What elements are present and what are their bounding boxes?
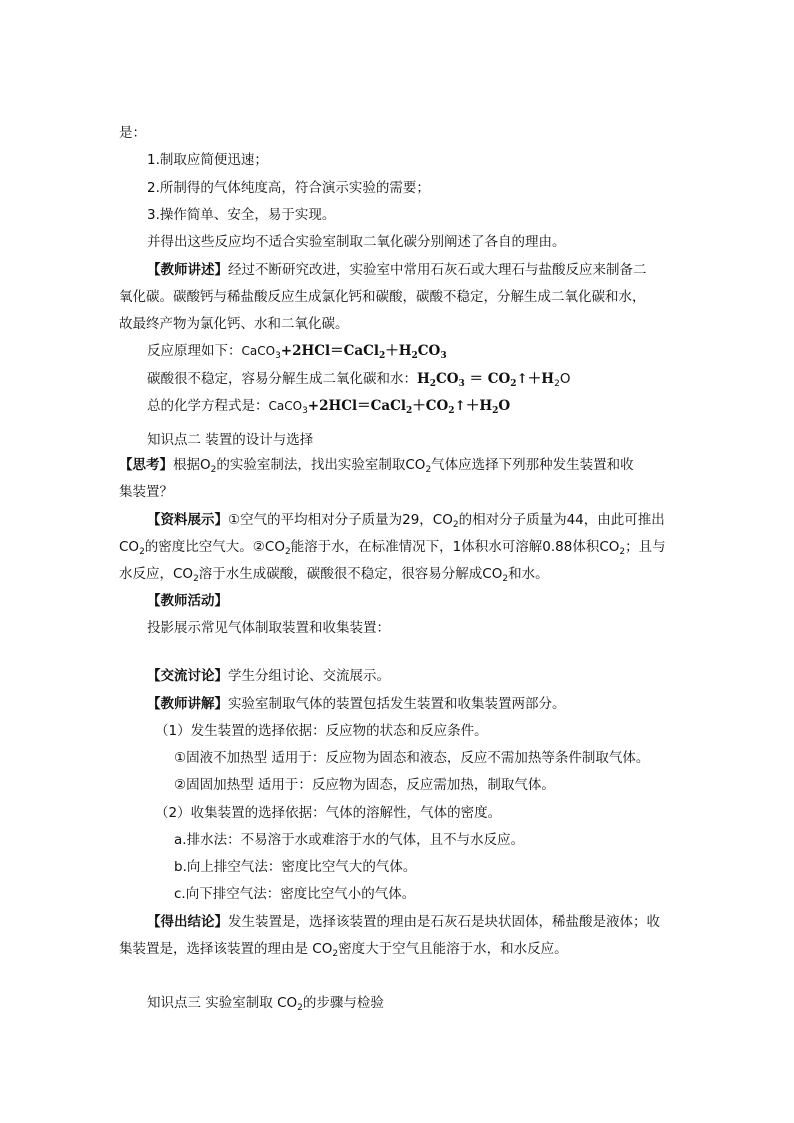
generator-basis: （1）发生装置的选择依据：反应物的状态和反应条件。 — [155, 723, 488, 739]
collector-option: b.向上排空气法：密度比空气大的气体。 — [174, 859, 417, 875]
condition-item: 2.所制得的气体纯度高，符合演示实验的需要； — [147, 180, 430, 196]
conclusion-line: 并得出这些反应均不适合实验室制取二氧化碳分别阐述了各自的理由。 — [147, 234, 566, 250]
discussion-line: 【交流讨论】学生分组讨论、交流展示。 — [147, 668, 390, 684]
paragraph-line: 水反应，$CO_2$溶于水生成碳酸，碳酸很不稳定，很容易分解成$CO_2$和水。 — [119, 566, 549, 584]
condition-item: 3.操作简单、安全，易于实现。 — [147, 207, 336, 223]
overall-equation: 总的化学方程式是：$CaCO_3+2HCl=CaCl_2+CO_2↑+H_2O$ — [147, 398, 511, 416]
section-label: 【得出结论】 — [147, 914, 228, 930]
condition-item: 1.制取应简便迅速； — [147, 152, 268, 168]
paragraph-line: 氧化碳。碳酸钙与稀盐酸反应生成氯化钙和碳酸，碳酸不稳定，分解生成二氧化碳和水， — [119, 289, 646, 305]
section-label: 【交流讨论】 — [147, 668, 228, 684]
paragraph-line: $CO_2$的密度比空气大。$②CO_2$能溶于水，在标准情况下，1体积水可溶解0.88体积$CO_2$；且与 — [119, 539, 666, 557]
reaction-principle: 反应原理如下：$CaCO_3+2HCl=CaCl_2+H_2CO_3$ — [147, 343, 447, 361]
collector-basis: （2）收集装置的选择依据：气体的溶解性，气体的密度。 — [155, 805, 502, 821]
generator-option: ②固固加热型 适用于：反应物为固态，反应需加热，制取气体。 — [174, 777, 555, 793]
paragraph-line: 故最终产物为氯化钙、水和二氧化碳。 — [119, 316, 349, 332]
result-conclusion: 【得出结论】发生装置是，选择该装置的理由是石灰石是块状固体，稀盐酸是液体；收 — [147, 914, 660, 930]
knowledge-point-heading: 知识点二 装置的设计与选择 — [147, 432, 314, 448]
paragraph-text: 经过不断研究改进，实验室中常用石灰石或大理石与盐酸反应来制备二 — [228, 262, 647, 278]
teacher-activity-label: 【教师活动】 — [147, 593, 228, 609]
section-label: 【教师讲述】 — [147, 262, 228, 278]
knowledge-point-heading: 知识点三 实验室制取 $CO_2$的步骤与检验 — [147, 995, 384, 1013]
teacher-statement — [147, 260, 647, 280]
section-label: 【思考】 — [119, 457, 173, 473]
paragraph-line: 集装置？ — [119, 484, 173, 500]
section-label: 【资料展示】 — [147, 512, 228, 528]
teacher-explain-line: 【教师讲解】实验室制取气体的装置包括发生装置和收集装置两部分。 — [147, 696, 566, 712]
intro-label: 是： — [119, 125, 146, 141]
decomposition-equation: 碳酸很不稳定，容易分解生成二氧化碳和水：$H_2CO_3$ ＝ $CO_2↑+H_2O$ — [147, 371, 571, 389]
paragraph-line: 集装置是，选择该装置的理由是 $CO_2$密度大于空气且能溶于水，和水反应。 — [119, 941, 568, 959]
principle-label: 反应原理如下： — [147, 343, 242, 359]
generator-option: ①固液不加热型 适用于：反应物为固态和液态，反应不需加热等条件制取气体。 — [174, 750, 650, 766]
projection-line: 投影展示常见气体制取装置和收集装置： — [147, 620, 390, 636]
decomposition-label: 碳酸很不稳定，容易分解生成二氧化碳和水： — [147, 371, 417, 387]
data-display: 【资料展示】①空气的平均相对分子质量为29，$CO_2$的相对分子质量为44，由此可推出 — [147, 512, 665, 530]
overall-label: 总的化学方程式是： — [147, 398, 269, 414]
thinking-question: 【思考】根据$O_2$的实验室制法，找出实验室制取$CO_2$气体应选择下列那种发生装置和收 — [119, 457, 634, 475]
collector-option: a.排水法：不易溶于水或难溶于水的气体，且不与水反应。 — [174, 832, 525, 848]
section-label: 【教师讲解】 — [147, 696, 228, 712]
collector-option: c.向下排空气法：密度比空气小的气体。 — [174, 886, 416, 902]
